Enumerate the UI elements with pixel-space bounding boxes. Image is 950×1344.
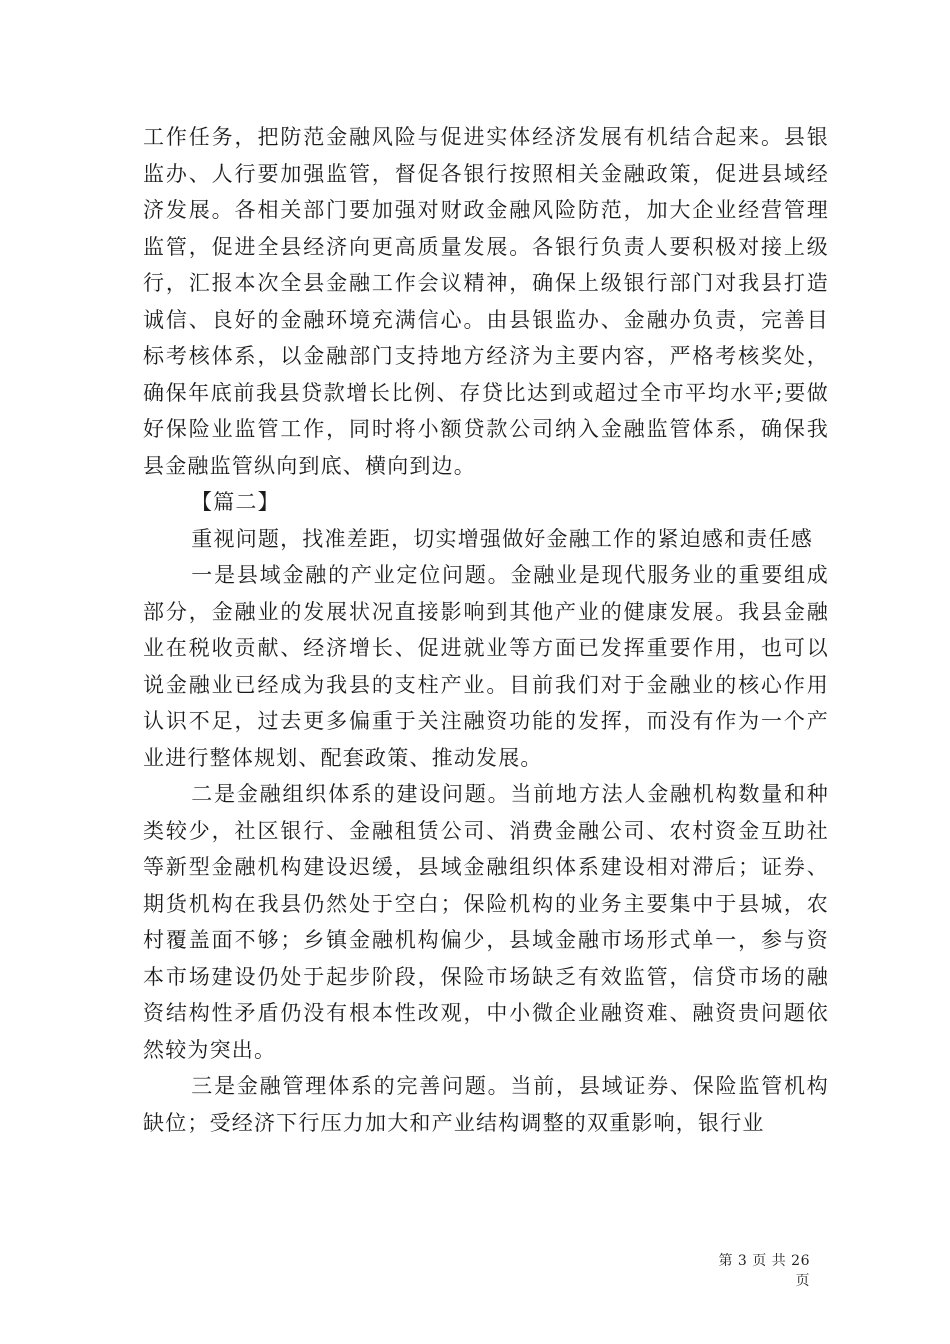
paragraph-point-two: 二是金融组织体系的建设问题。当前地方法人金融机构数量和种类较少，社区银行、金融租赁公司、消费金融公司、农村资金互助社等新型金融机构建设迟缓，县域金融组织体系建设相对滞后；证券、期货机构在我县仍然处于空白；保险机构的业务主要集中于县城，农村覆盖面不够；乡镇金融机构偏少，县域金融市场形式单一，参与资本市场建设仍处于起步阶段，保险市场缺乏有效监管，信贷市场的融资结构性矛盾仍没有根本性改观，中小微企业融资难、融资贵问题依然较为突出。 (143, 782, 829, 1062)
page-body (143, 119, 829, 1141)
paragraph-point-one: 一是县域金融的产业定位问题。金融业是现代服务业的重要组成部分，金融业的发展状况直接影响到其他产业的健康发展。我县金融业在税收贡献、经济增长、促进就业等方面已发挥重要作用，也可以说金融业已经成为我县的支柱产业。目前我们对于金融业的核心作用认识不足，过去更多偏重于关注融资功能的发挥，而没有作为一个产业进行整体规划、配套政策、推动发展。 (143, 563, 829, 770)
paragraph-continuation: 工作任务，把防范金融风险与促进实体经济发展有机结合起来。县银监办、人行要加强监管，督促各银行按照相关金融政策，促进县域经济发展。各相关部门要加强对财政金融风险防范，加大企业经营管理监管，促进全县经济向更高质量发展。各银行负责人要积极对接上级行，汇报本次全县金融工作会议精神，确保上级银行部门对我县打造诚信、良好的金融环境充满信心。由县银监办、金融办负责，完善目标考核体系，以金融部门支持地方经济为主要内容，严格考核奖处，确保年底前我县贷款增长比例、存贷比达到或超过全市平均水平;要做好保险业监管工作，同时将小额贷款公司纳入金融监管体系，确保我县金融监管纵向到底、横向到边。 (143, 125, 829, 478)
page-number-footer: 第 3 页 共 26 页 (718, 1253, 810, 1289)
paragraph-subheading: 重视问题，找准差距，切实增强做好金融工作的紧迫感和责任感 (191, 526, 813, 551)
paragraph-point-three: 三是金融管理体系的完善问题。当前，县域证券、保险监管机构缺位；受经济下行压力加大和产业结构调整的双重影响，银行业 (143, 1074, 829, 1135)
section-heading: 【篇二】 (191, 490, 280, 514)
